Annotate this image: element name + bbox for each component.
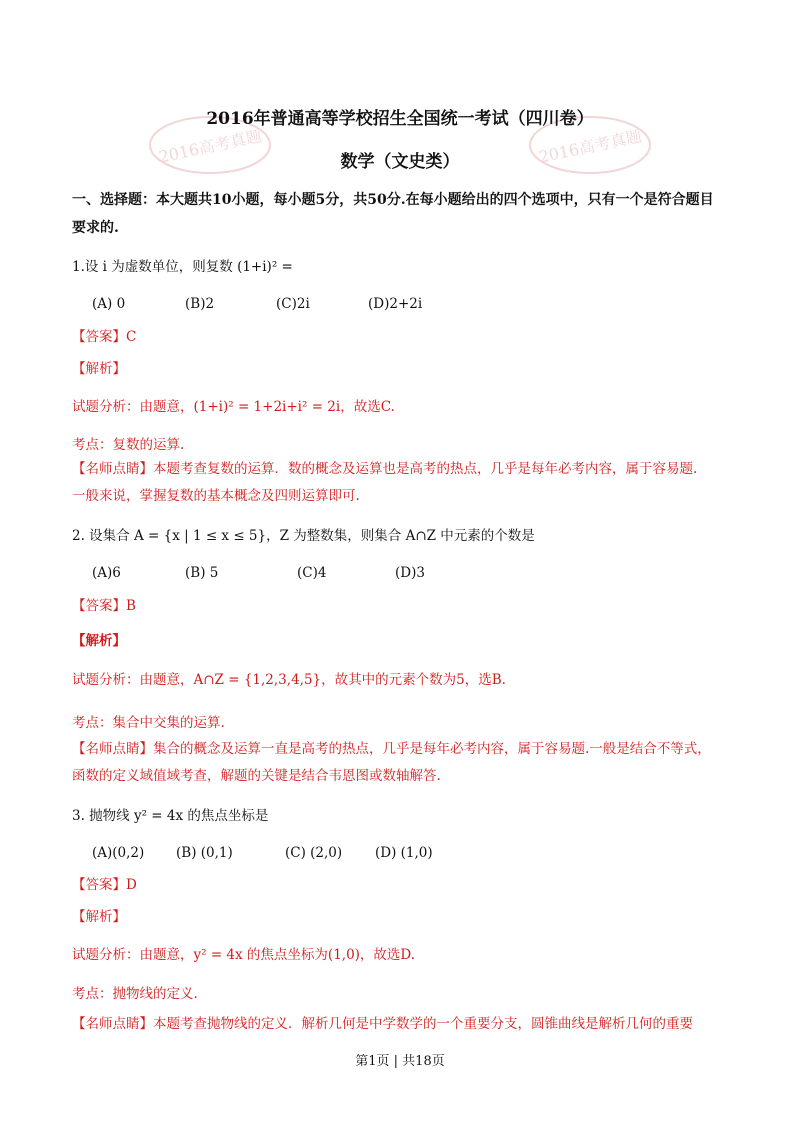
q3-option-b: (B) (0,1) — [176, 845, 233, 861]
q3-stem: 3. 抛物线 y² = 4x 的焦点坐标是 — [72, 808, 269, 824]
q2-analysis-label: 【解析】 — [72, 633, 126, 649]
q1-option-a: (A) 0 — [92, 296, 126, 312]
q1-option-c: (C)2i — [276, 296, 310, 312]
q2-stem: 2. 设集合 A = {x | 1 ≤ x ≤ 5}，Z 为整数集，则集合 A∩Z 中元素的个数是 — [72, 528, 535, 544]
q3-analysis: 试题分析：由题意，y² = 4x 的焦点坐标为(1,0)，故选D. — [72, 947, 416, 963]
q1-analysis-label: 【解析】 — [72, 361, 126, 377]
q2-option-c: (C)4 — [297, 565, 327, 581]
q3-answer: 【答案】D — [72, 877, 137, 893]
section-header-line1: 一、选择题：本大题共10小题，每小题5分，共50分.在每小题给出的四个选项中，只有一个是符合题目 — [72, 192, 714, 208]
q2-option-d: (D)3 — [395, 565, 425, 581]
q2-option-a: (A)6 — [92, 565, 121, 581]
svg-text:2016高考真题: 2016高考真题 — [537, 126, 644, 167]
q1-tip-line2: 一般来说，掌握复数的基本概念及四则运算即可. — [72, 488, 360, 504]
svg-text:2016高考真题: 2016高考真题 — [157, 126, 264, 167]
q3-tip-line1: 【名师点睛】本题考查抛物线的定义．解析几何是中学数学的一个重要分支，圆锥曲线是解析几何的重要 — [72, 1016, 693, 1032]
q3-option-d: (D) (1,0) — [375, 845, 433, 861]
q1-stem: 1.设 i 为虚数单位，则复数 (1+i)² = — [72, 259, 293, 275]
q3-option-c: (C) (2,0) — [285, 845, 343, 861]
q2-answer: 【答案】B — [72, 598, 136, 614]
q1-option-b: (B)2 — [185, 296, 215, 312]
page-title: 2016年普通高等学校招生全国统一考试（四川卷） — [206, 109, 594, 129]
q3-option-a: (A)(0,2) — [92, 845, 145, 861]
q1-answer: 【答案】C — [72, 329, 137, 345]
q1-tip-line1: 【名师点睛】本题考查复数的运算．数的概念及运算也是高考的热点，几乎是每年必考内容，属于容易题. — [72, 461, 698, 477]
q2-kaodian: 考点：集合中交集的运算. — [72, 715, 225, 731]
q3-kaodian: 考点：抛物线的定义. — [72, 986, 198, 1002]
page-subtitle: 数学（文史类） — [340, 152, 460, 172]
q1-analysis: 试题分析：由题意，(1+i)² = 1+2i+i² = 2i，故选C. — [72, 399, 395, 415]
q2-option-b: (B) 5 — [185, 565, 219, 581]
q1-kaodian: 考点：复数的运算. — [72, 437, 185, 453]
q2-analysis: 试题分析：由题意，A∩Z = {1,2,3,4,5}，故其中的元素个数为5，选B. — [72, 672, 506, 688]
q3-analysis-label: 【解析】 — [72, 909, 126, 925]
page-footer: 第1页 | 共18页 — [355, 1054, 445, 1069]
q1-option-d: (D)2+2i — [368, 296, 423, 312]
q2-tip-line2: 函数的定义域值域考查，解题的关键是结合韦恩图或数轴解答. — [72, 768, 441, 784]
section-header-line2: 要求的. — [72, 220, 119, 236]
q2-tip-line1: 【名师点睛】集合的概念及运算一直是高考的热点，几乎是每年必考内容，属于容易题.一般是结合不等式， — [72, 741, 711, 757]
